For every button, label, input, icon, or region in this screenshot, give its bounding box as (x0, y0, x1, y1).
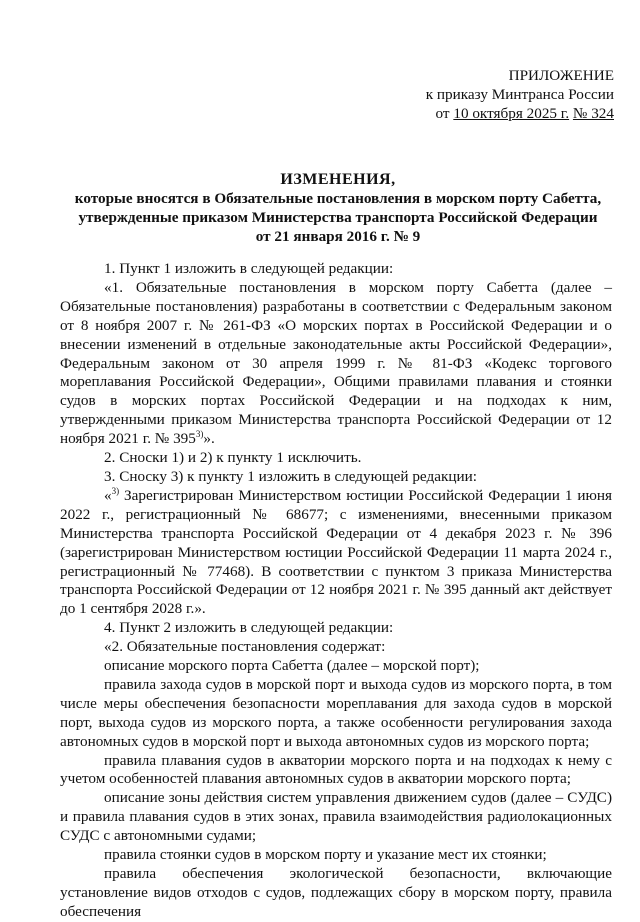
paragraph-text: Зарегистрирован Министерством юстиции Российской Федерации 1 июня 2022 г., регистрационный № 68677; с изменениями, внесенными приказом Министерства транспорта Российской Федерации от 4 декабря 2023 г. № 396 (зарегистрирован Министерством юстиции Российской Федерации 11 марта 2024 г., регистрационный № 77468). В соответствии с пунктом 3 приказа Министерства транспорта Российской Федерации от 12 ноября 2021 г. № 395 данный акт действует до 1 сентября 2028 г.». (60, 486, 612, 618)
paragraph: правила плавания судов в акватории морского порта и на подходах к нему с учетом особенностей плавания автономных судов в акватории морского порта; (60, 751, 612, 788)
paragraph: 2. Сноски 1) и 2) к пункту 1 исключить. (104, 449, 362, 467)
paragraph-text: «1. Обязательные постановления в морском порту Сабетта (далее – Обязательные постановления) разработаны в соответствии с Федеральным законом от 8 ноября 2007 г. № 261-ФЗ «О морских портах в Российской Федерации и о внесении изменений в отдельные законодательные акты Российской Федерации», Федеральным законом от 30 апреля 1999 г. № 81-ФЗ «Кодекс торгового мореплавания Российской Федерации», Общими правилами плавания и стоянки судов в морских портах Российской Федерации и на подходах к ним, утвержденными приказом Министерства транспорта Российской Федерации от 12 ноября 2021 г. № 395 (60, 278, 612, 448)
paragraph-text: ». (203, 430, 215, 448)
paragraph: 1. Пункт 1 изложить в следующей редакции: (104, 260, 394, 277)
order-number: № 324 (572, 105, 614, 122)
footnote-mark: 3) (195, 429, 204, 440)
paragraph-text: « (104, 486, 112, 504)
paragraph (60, 279, 612, 449)
paragraph: описание морского порта Сабетта (далее – морской порт); (104, 657, 480, 675)
date-prefix: от (435, 105, 454, 122)
document-heading (60, 170, 616, 246)
paragraph: правила обеспечения экологической безопасности, включающие установление видов отходов с судов, подлежащих сбору в морском порту, правила обеспечения (60, 865, 612, 920)
heading-line-1: которые вносятся в Обязательные постановления в морском порту Сабетта, (74, 190, 602, 207)
appendix-date-line (426, 104, 614, 123)
heading-line-2: утвержденные приказом Министерства транспорта Российской Федерации (78, 209, 598, 226)
heading-line-3: от 21 января 2016 г. № 9 (255, 228, 421, 245)
appendix-title: ПРИЛОЖЕНИЕ (508, 67, 614, 84)
document-body (60, 260, 612, 922)
paragraph: 4. Пункт 2 изложить в следующей редакции: (104, 619, 394, 637)
paragraph: 3. Сноску 3) к пункту 1 изложить в следующей редакции: (104, 467, 477, 485)
appendix-order-ref: к приказу Минтранса России (425, 86, 614, 103)
paragraph: правила стоянки судов в морском порту и указание мест их стоянки; (104, 846, 547, 864)
appendix-block (426, 66, 614, 123)
heading-title: ИЗМЕНЕНИЯ, (280, 171, 396, 188)
order-date: 10 октября 2025 г. (453, 105, 570, 122)
footnote-mark: 3) (111, 485, 120, 496)
paragraph: правила захода судов в морской порт и выхода судов из морского порта, в том числе меры обеспечения безопасности мореплавания для захода судов в морской порт, выхода судов из морского порта, а также особенности регулирования захода автономных судов в морской порт и выхода автономных судов из морского порта; (60, 675, 612, 750)
paragraph: «2. Обязательные постановления содержат: (104, 638, 386, 656)
paragraph (60, 487, 612, 619)
paragraph: описание зоны действия систем управления движением судов (далее – СУДС) и правила плавания судов в этих зонах, правила взаимодействия радиолокационных СУДС с автономными судами; (60, 789, 612, 845)
